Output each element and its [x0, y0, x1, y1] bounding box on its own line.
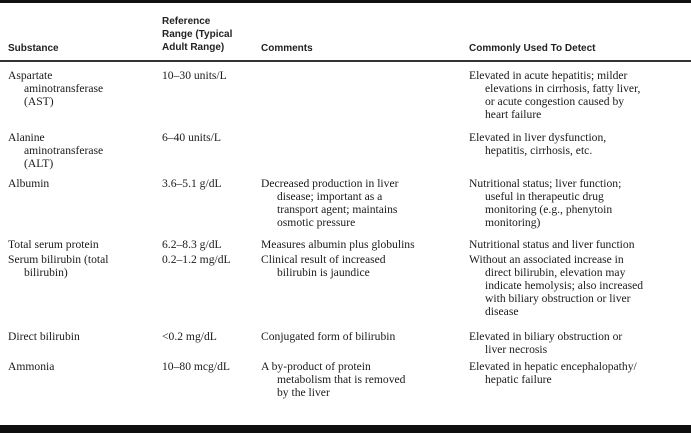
- table-cell-line: Measures albumin plus globulins: [261, 238, 415, 251]
- header-comments: Comments: [261, 43, 313, 54]
- table-cell-line: (AST): [24, 95, 54, 108]
- table-cell-line: 3.6–5.1 g/dL: [162, 177, 222, 190]
- table-cell-comments: [261, 360, 405, 399]
- table-cell-comments: [261, 330, 395, 343]
- table-cell-line: <0.2 mg/dL: [162, 330, 217, 343]
- table-cell-line: 0.2–1.2 mg/dL: [162, 253, 231, 266]
- header-reference-range-line: Reference: [162, 16, 211, 27]
- table-cell-line: Clinical result of increased: [261, 253, 386, 266]
- table-cell-line: disease: [485, 305, 519, 318]
- table-cell-line: useful in therapeutic drug: [485, 190, 604, 203]
- table-cell-line: Serum bilirubin (total: [8, 253, 109, 266]
- table-cell-line: liver necrosis: [485, 343, 548, 356]
- table-cell-range: [162, 330, 217, 343]
- table-cell-line: Direct bilirubin: [8, 330, 80, 343]
- table-cell-detect: [469, 330, 622, 356]
- table-cell-line: direct bilirubin, elevation may: [485, 266, 626, 279]
- table-cell-line: indicate hemolysis; also increased: [485, 279, 644, 292]
- table-cell-detect: [469, 131, 606, 157]
- table-cell-line: Elevated in hepatic encephalopathy/: [469, 360, 637, 373]
- table-cell-detect: [469, 177, 621, 229]
- header-reference-range-line: Range (Typical: [162, 29, 233, 40]
- table-cell-line: heart failure: [485, 108, 542, 121]
- table-cell-line: bilirubin is jaundice: [277, 266, 370, 279]
- table-cell-substance: [8, 131, 103, 170]
- table-cell-range: [162, 238, 222, 251]
- table-cell-line: disease; important as a: [277, 190, 383, 203]
- table-cell-range: [162, 253, 231, 266]
- table-cell-detect: [469, 69, 640, 121]
- table-cell-line: hepatitis, cirrhosis, etc.: [485, 144, 593, 157]
- header-substance: Substance: [8, 43, 59, 54]
- header-detect: Commonly Used To Detect: [469, 43, 596, 54]
- header-rule: [0, 60, 691, 62]
- table-top-rule: [0, 0, 691, 3]
- table-cell-line: Elevated in biliary obstruction or: [469, 330, 623, 343]
- table-cell-line: 6.2–8.3 g/dL: [162, 238, 222, 251]
- table-cell-line: monitoring (e.g., phenytoin: [485, 203, 613, 216]
- table-cell-detect: [469, 360, 637, 386]
- table-cell-line: aminotransferase: [24, 82, 104, 95]
- table-cell-line: hepatic failure: [485, 373, 552, 386]
- table-cell-range: [162, 69, 227, 82]
- table-cell-comments: [261, 177, 398, 229]
- table-cell-line: (ALT): [24, 157, 54, 170]
- table-cell-line: transport agent; maintains: [277, 203, 398, 216]
- table-cell-line: with biliary obstruction or liver: [485, 292, 631, 305]
- table-cell-line: Alanine: [8, 131, 45, 144]
- table-cell-line: Conjugated form of bilirubin: [261, 330, 396, 343]
- table-cell-line: 10–80 mcg/dL: [162, 360, 230, 373]
- table-cell-detect: [469, 253, 643, 318]
- header-reference-range-line: Adult Range): [162, 42, 225, 53]
- table-cell-line: aminotransferase: [24, 144, 104, 157]
- table-cell-line: A by-product of protein: [261, 360, 371, 373]
- table-cell-line: Elevated in acute hepatitis; milder: [469, 69, 628, 82]
- table-cell-line: 10–30 units/L: [162, 69, 227, 82]
- table-cell-line: Without an associated increase in: [469, 253, 624, 266]
- table-cell-substance: [8, 177, 49, 190]
- table-cell-line: Decreased production in liver: [261, 177, 399, 190]
- table-cell-line: osmotic pressure: [277, 216, 356, 229]
- table-cell-substance: [8, 330, 80, 343]
- table-cell-range: [162, 131, 221, 144]
- table-cell-substance: [8, 253, 108, 279]
- table-cell-line: monitoring): [485, 216, 541, 229]
- table-cell-line: Albumin: [8, 177, 50, 190]
- table-cell-line: Total serum protein: [8, 238, 99, 251]
- table-cell-line: bilirubin): [24, 266, 68, 279]
- bottom-bar: [0, 425, 691, 433]
- table-cell-line: Ammonia: [8, 360, 55, 373]
- table-cell-line: by the liver: [277, 386, 330, 399]
- table-cell-line: elevations in cirrhosis, fatty liver,: [485, 82, 641, 95]
- table-cell-comments: [261, 253, 386, 279]
- table-cell-line: Nutritional status and liver function: [469, 238, 635, 251]
- table-cell-line: Aspartate: [8, 69, 53, 82]
- table-cell-line: 6–40 units/L: [162, 131, 221, 144]
- table-cell-line: Elevated in liver dysfunction,: [469, 131, 607, 144]
- table-cell-range: [162, 177, 222, 190]
- table-cell-substance: [8, 69, 103, 108]
- header-reference-range: [162, 15, 232, 54]
- table-cell-detect: [469, 238, 635, 251]
- table-cell-comments: [261, 238, 415, 251]
- table-cell-substance: [8, 238, 99, 251]
- table-cell-line: metabolism that is removed: [277, 373, 406, 386]
- table-cell-substance: [8, 360, 54, 373]
- table-cell-range: [162, 360, 230, 373]
- table-cell-line: Nutritional status; liver function;: [469, 177, 622, 190]
- table-cell-line: or acute congestion caused by: [485, 95, 625, 108]
